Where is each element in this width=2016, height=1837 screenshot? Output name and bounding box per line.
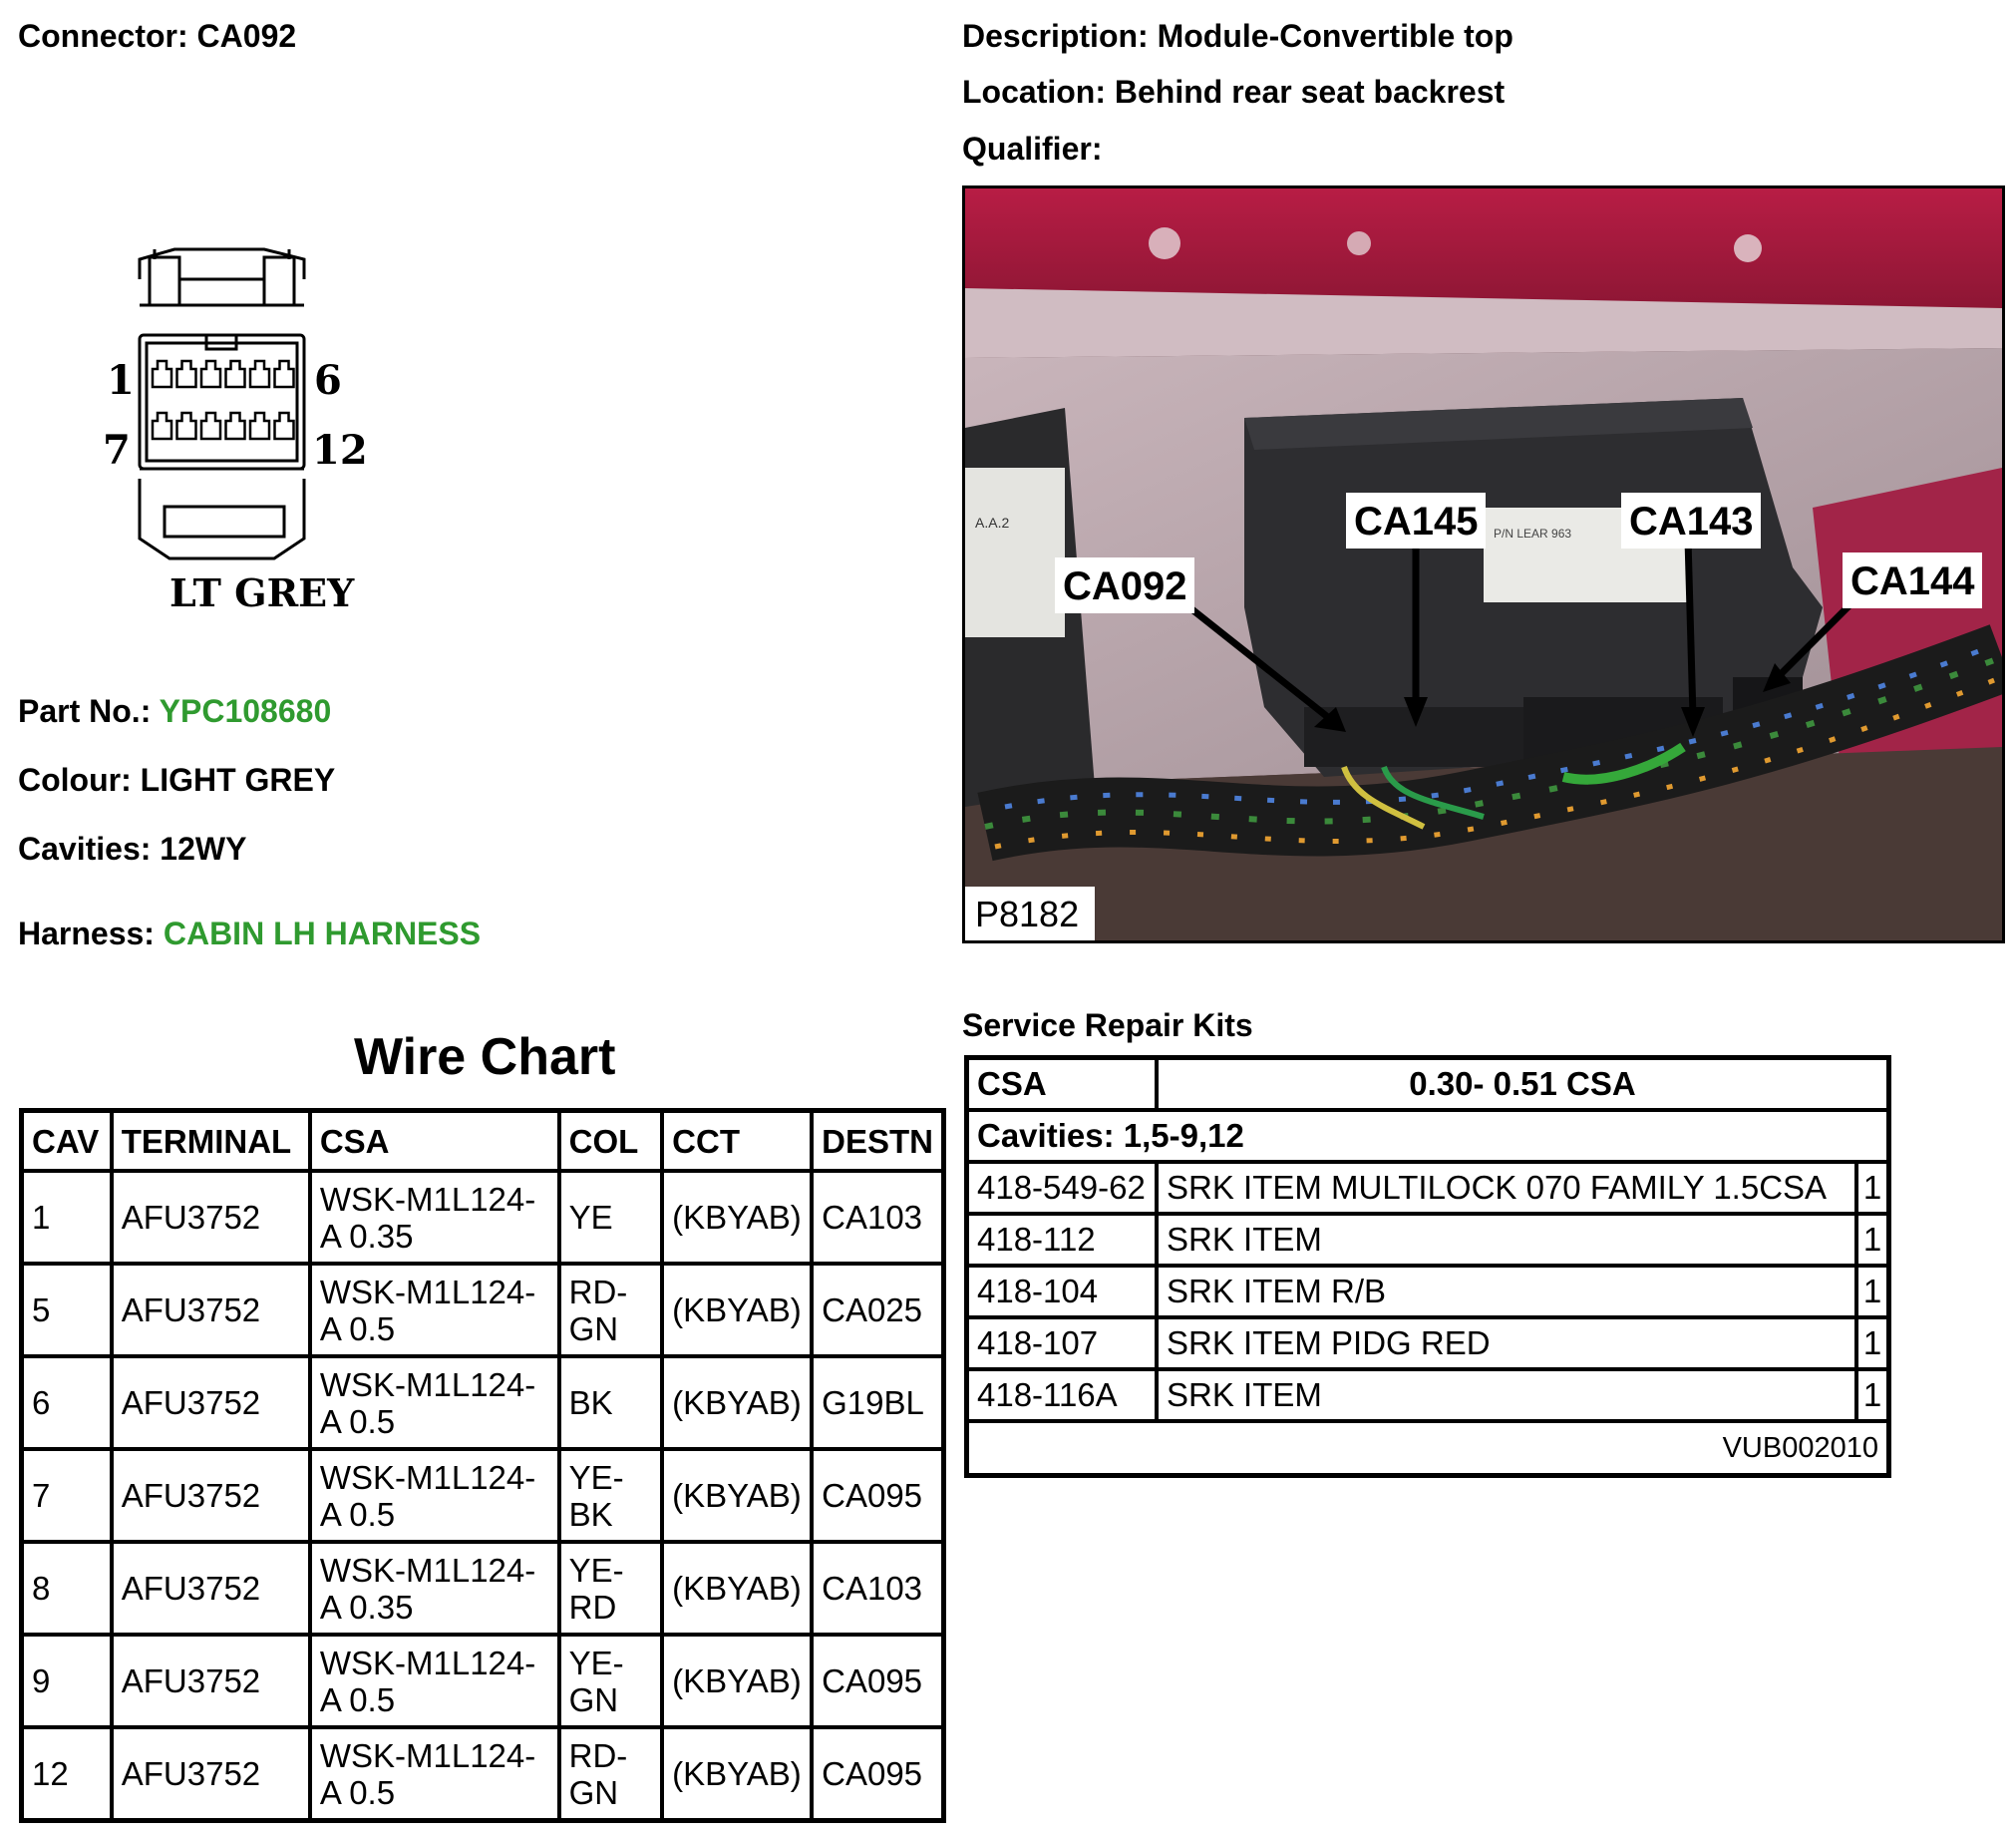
terminal-cell-line: AFU3752 xyxy=(121,1477,261,1514)
connector-label: Connector: xyxy=(18,18,188,54)
cavity-2 xyxy=(177,361,196,387)
srk-item-row xyxy=(967,1317,1889,1369)
cav-cell-line: 8 xyxy=(32,1570,51,1607)
wire-chart-body xyxy=(22,1171,944,1821)
col-cell-line: RD- xyxy=(568,1736,628,1774)
wire-chart-title: Wire Chart xyxy=(354,1028,616,1086)
pin-1-label: 1 xyxy=(107,357,135,404)
terminal-cell-line: AFU3752 xyxy=(121,1384,261,1421)
wire-chart-row xyxy=(22,1727,944,1821)
connector-face-diagram xyxy=(95,239,454,628)
csa-cell xyxy=(310,1171,559,1264)
description-heading xyxy=(962,18,1513,55)
srk-table xyxy=(964,1055,1891,1478)
cct-cell-line: (KBYAB) xyxy=(672,1199,802,1236)
cav-cell-line: 12 xyxy=(32,1755,69,1792)
cavities-label: Cavities: xyxy=(18,831,152,867)
description-value: Module-Convertible top xyxy=(1157,18,1513,54)
srk-desc-cell: SRK ITEM xyxy=(1157,1369,1856,1421)
srk-part-cell: 418-116A xyxy=(967,1369,1158,1421)
terminal-cell xyxy=(112,1449,310,1542)
wire-chart-row xyxy=(22,1449,944,1542)
terminal-cell xyxy=(112,1356,310,1449)
destn-cell-line: CA095 xyxy=(822,1662,923,1699)
cav-cell xyxy=(22,1449,112,1542)
cavity-12 xyxy=(275,413,294,439)
cavity-5 xyxy=(250,361,269,387)
srk-part-cell: 418-549-62 xyxy=(967,1162,1158,1214)
cav-cell xyxy=(22,1727,112,1821)
terminal-cell xyxy=(112,1727,310,1821)
col-cell-line: YE- xyxy=(568,1458,624,1496)
srk-cavities-label: Cavities: 1,5-9,12 xyxy=(967,1110,1889,1162)
cav-cell-line: 7 xyxy=(32,1477,51,1514)
cav-cell xyxy=(22,1542,112,1635)
wire-chart-header-row xyxy=(22,1111,944,1172)
col-header-col: COL xyxy=(559,1111,663,1172)
destn-cell xyxy=(812,1635,943,1727)
csa-cell-line: A 0.35 xyxy=(319,1217,414,1255)
destn-cell xyxy=(812,1449,943,1542)
wire-chart-table xyxy=(19,1108,946,1823)
terminal-cell-line: AFU3752 xyxy=(121,1662,261,1699)
csa-cell-line: WSK-M1L124- xyxy=(319,1273,536,1310)
csa-cell-line: WSK-M1L124- xyxy=(319,1180,536,1218)
srk-reference: VUB002010 xyxy=(967,1421,1889,1476)
cavity-11 xyxy=(250,413,269,439)
srk-qty-cell: 1 xyxy=(1856,1162,1889,1214)
srk-item-row xyxy=(967,1266,1889,1317)
col-cell-line: GN xyxy=(568,1309,619,1347)
cavity-7 xyxy=(153,413,171,439)
location-heading xyxy=(962,74,1505,111)
srk-desc-cell: SRK ITEM xyxy=(1157,1214,1856,1266)
destn-cell-line: G19BL xyxy=(822,1384,924,1421)
cct-cell-line: (KBYAB) xyxy=(672,1384,802,1421)
destn-cell xyxy=(812,1264,943,1356)
srk-desc-cell: SRK ITEM MULTILOCK 070 FAMILY 1.5CSA xyxy=(1157,1162,1856,1214)
srk-part-cell: 418-112 xyxy=(967,1214,1158,1266)
csa-cell xyxy=(310,1264,559,1356)
srk-body xyxy=(967,1058,1889,1476)
wire-chart-row xyxy=(22,1171,944,1264)
colour-label: Colour: xyxy=(18,762,132,798)
connector-colour-label: LT GREY xyxy=(169,570,355,615)
qualifier-heading xyxy=(962,131,1102,168)
col-cell-line: RD- xyxy=(568,1273,628,1310)
srk-header-row xyxy=(967,1058,1889,1111)
cavity-10 xyxy=(226,413,245,439)
csa-cell-line: A 0.5 xyxy=(319,1309,396,1347)
srk-qty-cell: 1 xyxy=(1856,1214,1889,1266)
destn-cell xyxy=(812,1171,943,1264)
csa-cell-line: WSK-M1L124- xyxy=(319,1551,536,1589)
cct-cell-line: (KBYAB) xyxy=(672,1755,802,1792)
cct-cell xyxy=(662,1171,812,1264)
cavity-8 xyxy=(177,413,196,439)
srk-part-cell: 418-104 xyxy=(967,1266,1158,1317)
col-cell xyxy=(559,1542,663,1635)
callout-ca144: CA144 xyxy=(1850,559,1975,603)
qualifier-label: Qualifier: xyxy=(962,131,1103,167)
srk-reference-row xyxy=(967,1421,1889,1476)
col-header-terminal: TERMINAL xyxy=(112,1111,310,1172)
cavity-9 xyxy=(201,413,220,439)
csa-cell-line: A 0.5 xyxy=(319,1680,396,1718)
srk-qty-cell: 1 xyxy=(1856,1266,1889,1317)
part-no-link[interactable]: YPC108680 xyxy=(159,693,332,729)
col-cell xyxy=(559,1264,663,1356)
col-cell-line: YE xyxy=(568,1199,613,1236)
cct-cell xyxy=(662,1635,812,1727)
col-header-cct: CCT xyxy=(662,1111,812,1172)
photo-id-label: P8182 xyxy=(975,894,1080,934)
srk-item-row xyxy=(967,1162,1889,1214)
destn-cell xyxy=(812,1356,943,1449)
col-header-csa: CSA xyxy=(310,1111,559,1172)
col-cell xyxy=(559,1171,663,1264)
csa-cell-line: WSK-M1L124- xyxy=(319,1644,536,1681)
cavity-3 xyxy=(201,361,220,387)
cavity-6 xyxy=(275,361,294,387)
destn-cell xyxy=(812,1542,943,1635)
wire-chart-row xyxy=(22,1356,944,1449)
terminal-cell xyxy=(112,1264,310,1356)
srk-qty-cell: 1 xyxy=(1856,1369,1889,1421)
srk-item-row xyxy=(967,1214,1889,1266)
harness-row xyxy=(18,916,481,952)
harness-link[interactable]: CABIN LH HARNESS xyxy=(163,916,482,951)
srk-qty-cell: 1 xyxy=(1856,1317,1889,1369)
wire-chart-row xyxy=(22,1542,944,1635)
cct-cell-line: (KBYAB) xyxy=(672,1477,802,1514)
col-cell xyxy=(559,1449,663,1542)
location-label: Location: xyxy=(962,74,1106,110)
connector-value: CA092 xyxy=(196,18,297,54)
srk-csa-range: 0.30- 0.51 CSA xyxy=(1157,1058,1889,1111)
cav-cell-line: 5 xyxy=(32,1291,51,1328)
terminal-cell xyxy=(112,1171,310,1264)
destn-cell-line: CA095 xyxy=(822,1477,923,1514)
csa-cell-line: WSK-M1L124- xyxy=(319,1458,536,1496)
part-no-label: Part No.: xyxy=(18,693,152,729)
wire-chart-row xyxy=(22,1635,944,1727)
location-photo-graphic xyxy=(965,188,2002,940)
pin-6-label: 6 xyxy=(314,357,342,404)
destn-cell-line: CA103 xyxy=(822,1570,923,1607)
csa-cell xyxy=(310,1542,559,1635)
cav-cell-line: 1 xyxy=(32,1199,51,1236)
cavity-grid xyxy=(153,361,294,439)
col-cell xyxy=(559,1727,663,1821)
callout-ca145: CA145 xyxy=(1354,500,1479,544)
left-module-label-text: A.A.2 xyxy=(975,515,1010,531)
terminal-cell xyxy=(112,1635,310,1727)
cct-cell xyxy=(662,1542,812,1635)
colour-value: LIGHT GREY xyxy=(140,762,336,798)
destn-cell xyxy=(812,1727,943,1821)
cav-cell-line: 6 xyxy=(32,1384,51,1421)
col-cell-line: BK xyxy=(568,1384,613,1421)
col-cell xyxy=(559,1356,663,1449)
terminal-cell-line: AFU3752 xyxy=(121,1755,261,1792)
terminal-cell xyxy=(112,1542,310,1635)
cavities-row xyxy=(18,831,246,868)
harness-label: Harness: xyxy=(18,916,155,951)
cct-cell xyxy=(662,1356,812,1449)
cct-cell-line: (KBYAB) xyxy=(672,1662,802,1699)
cct-cell-line: (KBYAB) xyxy=(672,1291,802,1328)
col-header-destn: DESTN xyxy=(812,1111,943,1172)
csa-cell-line: A 0.5 xyxy=(319,1495,396,1533)
pin-7-label: 7 xyxy=(103,427,131,474)
col-header-cav: CAV xyxy=(22,1111,112,1172)
terminal-cell-line: AFU3752 xyxy=(121,1199,261,1236)
terminal-cell-line: AFU3752 xyxy=(121,1570,261,1607)
wire-chart-row xyxy=(22,1264,944,1356)
srk-part-cell: 418-107 xyxy=(967,1317,1158,1369)
destn-cell-line: CA095 xyxy=(822,1755,923,1792)
col-cell xyxy=(559,1635,663,1727)
csa-cell xyxy=(310,1356,559,1449)
srk-item-row xyxy=(967,1369,1889,1421)
srk-desc-cell: SRK ITEM R/B xyxy=(1157,1266,1856,1317)
csa-cell xyxy=(310,1635,559,1727)
cct-cell-line: (KBYAB) xyxy=(672,1570,802,1607)
csa-cell xyxy=(310,1727,559,1821)
cav-cell xyxy=(22,1356,112,1449)
col-cell-line: GN xyxy=(568,1773,619,1811)
cav-cell xyxy=(22,1264,112,1356)
location-photo xyxy=(962,185,2005,943)
srk-title: Service Repair Kits xyxy=(962,1007,1253,1043)
location-value: Behind rear seat backrest xyxy=(1114,74,1506,110)
cav-cell xyxy=(22,1171,112,1264)
cct-cell xyxy=(662,1449,812,1542)
cav-cell xyxy=(22,1635,112,1727)
cavities-value: 12WY xyxy=(160,831,247,867)
destn-cell-line: CA103 xyxy=(822,1199,923,1236)
cavity-4 xyxy=(226,361,245,387)
cct-cell xyxy=(662,1264,812,1356)
colour-row xyxy=(18,762,335,799)
cavity-1 xyxy=(153,361,171,387)
destn-cell-line: CA025 xyxy=(822,1291,923,1328)
pin-12-label: 12 xyxy=(312,427,368,474)
cav-cell-line: 9 xyxy=(32,1662,51,1699)
col-cell-line: RD xyxy=(568,1588,617,1626)
csa-cell xyxy=(310,1449,559,1542)
col-cell-line: GN xyxy=(568,1680,619,1718)
csa-cell-line: WSK-M1L124- xyxy=(319,1736,536,1774)
module-label-text: P/N LEAR 963 xyxy=(1494,527,1572,541)
csa-cell-line: WSK-M1L124- xyxy=(319,1365,536,1403)
callout-ca092: CA092 xyxy=(1063,564,1187,608)
col-cell-line: YE- xyxy=(568,1644,624,1681)
terminal-cell-line: AFU3752 xyxy=(121,1291,261,1328)
csa-cell-line: A 0.35 xyxy=(319,1588,414,1626)
csa-cell-line: A 0.5 xyxy=(319,1773,396,1811)
col-cell-line: YE- xyxy=(568,1551,624,1589)
connector-heading xyxy=(18,18,296,55)
srk-desc-cell: SRK ITEM PIDG RED xyxy=(1157,1317,1856,1369)
srk-cavities-row xyxy=(967,1110,1889,1162)
description-label: Description: xyxy=(962,18,1149,54)
cct-cell xyxy=(662,1727,812,1821)
part-no-row xyxy=(18,693,331,730)
srk-csa-label: CSA xyxy=(967,1058,1158,1111)
col-cell-line: BK xyxy=(568,1495,613,1533)
csa-cell-line: A 0.5 xyxy=(319,1402,396,1440)
callout-ca143: CA143 xyxy=(1629,500,1754,544)
